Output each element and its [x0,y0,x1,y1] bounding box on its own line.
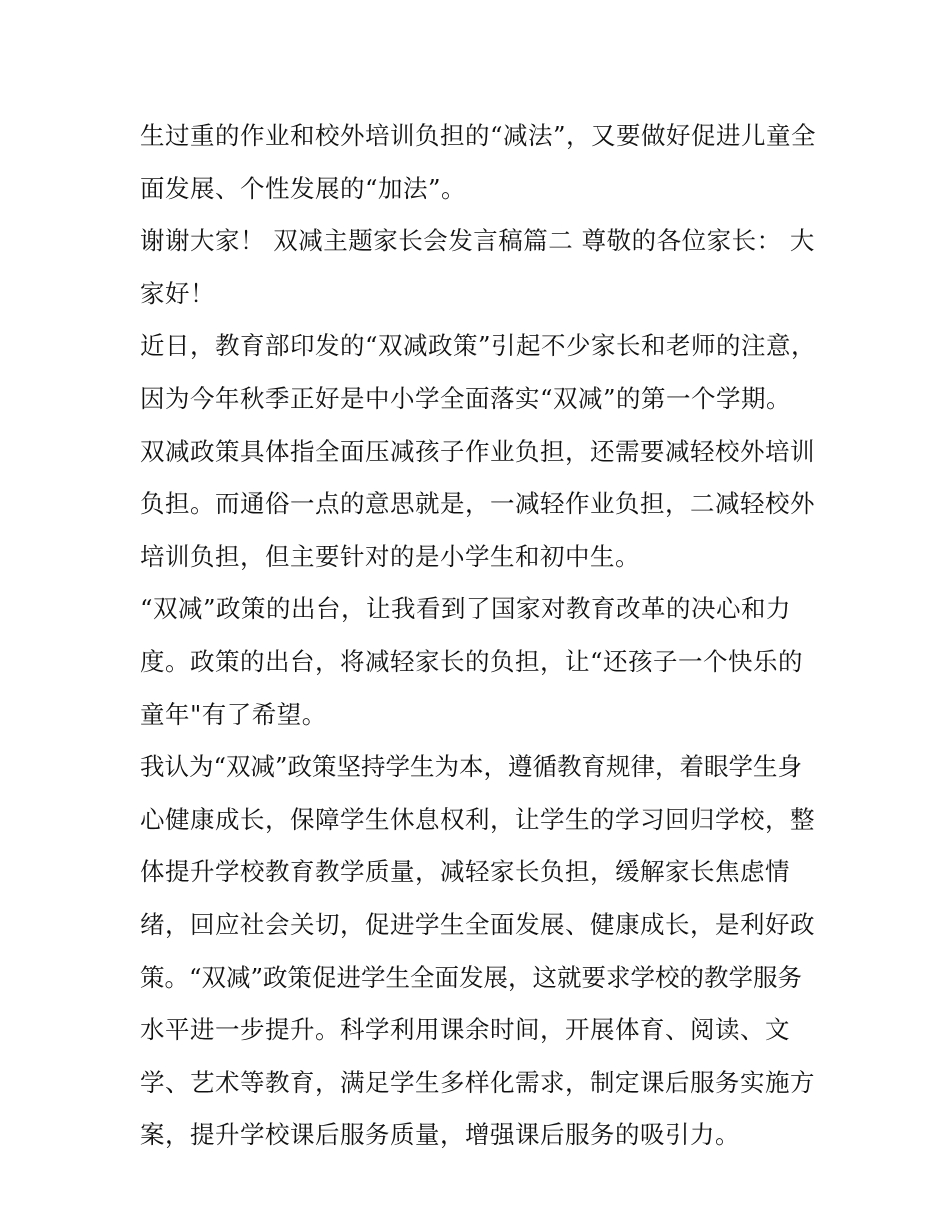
text-line: 培训负担，但主要针对的是小学生和初中生。 [140,541,640,571]
document-body [140,110,820,1162]
text-line: 谢谢大家！ 双减主题家长会发言稿篇二 尊敬的各位家长： 大 [140,226,815,256]
text-line: 水平进一步提升。科学利用课余时间，开展体育、阅读、文 [140,1015,790,1045]
text-line: 双减政策具体指全面压减孩子作业负担，还需要减轻校外培训 [140,436,815,466]
text-line: 近日，教育部印发的“双减政策”引起不少家长和老师的注意， [140,331,817,361]
text-line: 体提升学校教育教学质量，减轻家长负担，缓解家长焦虑情 [140,857,790,887]
text-line: 度。政策的出台，将减轻家长的负担，让“还孩子一个快乐的 [140,646,804,676]
text-line: 策。“双减”政策促进学生全面发展，这就要求学校的教学服务 [140,962,803,992]
text-line: “双减”政策的出台，让我看到了国家对教育改革的决心和力 [140,594,792,624]
text-line: 案，提升学校课后服务质量，增强课后服务的吸引力。 [140,1120,740,1150]
text-line: 童年"有了希望。 [140,699,327,729]
text-line: 我认为“双减”政策坚持学生为本，遵循教育规律，着眼学生身 [140,752,803,782]
text-line: 生过重的作业和校外培训负担的“减法”，又要做好促进儿童全 [140,121,817,150]
text-line: 家好！ [140,278,215,308]
text-line: 学、艺术等教育，满足学生多样化需求，制定课后服务实施方 [140,1067,815,1097]
text-line: 负担。而通俗一点的意思就是，一减轻作业负担，二减轻校外 [140,489,815,519]
text-line: 因为今年秋季正好是中小学全面落实“双减”的第一个学期。 [140,383,792,413]
text-line: 绪，回应社会关切，促进学生全面发展、健康成长，是利好政 [140,909,815,939]
text-line: 面发展、个性发展的“加法”。 [140,173,467,203]
text-line: 心健康成长，保障学生休息权利，让学生的学习回归学校，整 [140,804,815,834]
